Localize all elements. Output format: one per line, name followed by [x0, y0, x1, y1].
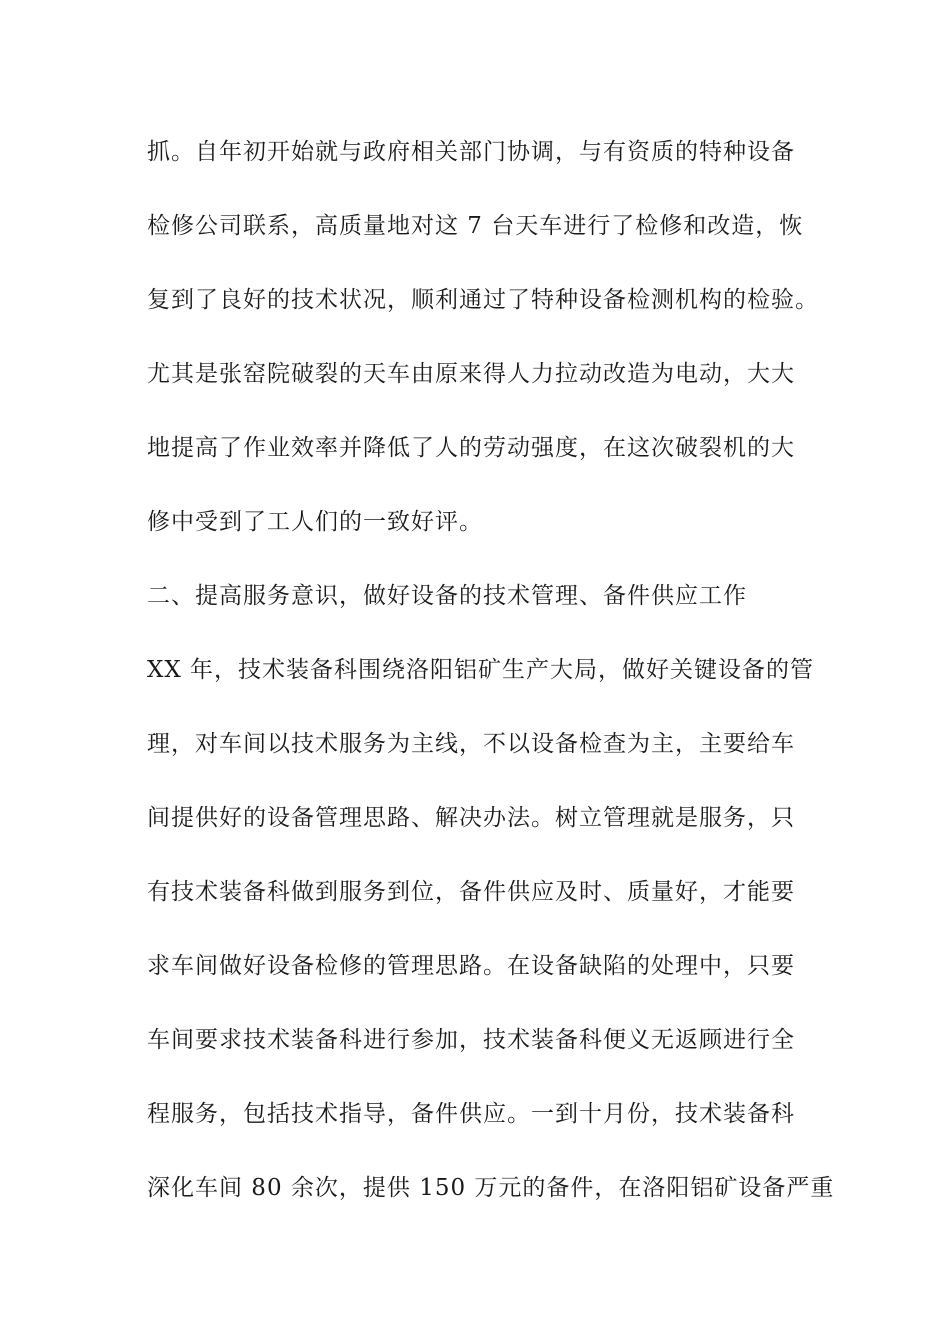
text-line: 深化车间 80 余次，提供 150 万元的备件，在洛阳铝矿设备严重: [147, 1175, 835, 1201]
text-line: 程服务，包括技术指导，备件供应。一到十月份，技术装备科: [147, 1101, 795, 1127]
document-body: [147, 128, 835, 1238]
text-line: 检修公司联系，高质量地对这 7 台天车进行了检修和改造，恢: [147, 213, 804, 239]
text-line: 求车间做好设备检修的管理思路。在设备缺陷的处理中，只要: [147, 953, 795, 979]
text-line: XX 年，技术装备科围绕洛阳铝矿生产大局，做好关键设备的管: [147, 657, 815, 683]
text-line: 有技术装备科做到服务到位，备件供应及时、质量好，才能要: [147, 879, 795, 905]
text-line: 车间要求技术装备科进行参加，技术装备科便义无返顾进行全: [147, 1027, 795, 1053]
text-line: 抓。自年初开始就与政府相关部门协调，与有资质的特种设备: [147, 139, 795, 165]
text-line: 修中受到了工人们的一致好评。: [147, 509, 483, 535]
text-line: 尤其是张窑院破裂的天车由原来得人力拉动改造为电动，大大: [147, 361, 795, 387]
text-line: 复到了良好的技术状况，顺利通过了特种设备检测机构的检验。: [147, 287, 819, 313]
text-line: 间提供好的设备管理思路、解决办法。树立管理就是服务，只: [147, 805, 795, 831]
section-heading: 二、提高服务意识，做好设备的技术管理、备件供应工作: [147, 583, 747, 609]
text-line: 理，对车间以技术服务为主线，不以设备检查为主，主要给车: [147, 731, 795, 757]
text-line: 地提高了作业效率并降低了人的劳动强度，在这次破裂机的大: [147, 435, 795, 461]
